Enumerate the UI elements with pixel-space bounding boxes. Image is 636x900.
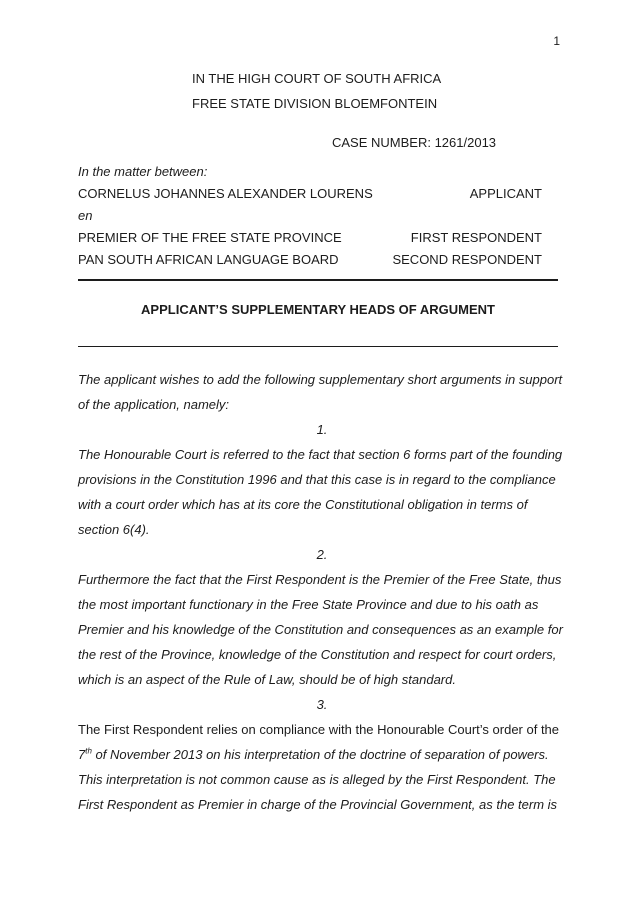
case-number: CASE NUMBER: 1261/2013 (332, 135, 497, 150)
paragraph-text: Furthermore the fact that the First Respondent is the Premier of the Free State, thus the most important functionary in the Free State Province and due to his oath as Premier and his knowledge of the Constitution and consequences as an example for the rest of the Province, knowledge of the Constitution and respect for court orders, which is an aspect of the Rule of Law, should be of high standard. (78, 572, 563, 687)
paragraph-number: 1. (316, 422, 328, 437)
paragraph-text: The Honourable Court is referred to the fact that section 6 forms part of the founding provisions in the Constitution 1996 and that this case is in regard to the compliance with a court order which has at its core the Constitutional obligation in terms of section 6(4). (78, 447, 563, 537)
parties-list (78, 183, 566, 271)
page-number: 1 (553, 34, 560, 48)
ordinal-superscript: th (85, 746, 92, 756)
argument-body (78, 367, 566, 817)
paragraph-text: of November 2013 on his interpretation of the doctrine of separation of powers. This interpretation is not common cause as is alleged by the First Respondent. The First Respondent as Premier in charge of the Provincial Government, as the term is (78, 747, 558, 812)
party-row (78, 183, 566, 205)
intro-paragraph: The applicant wishes to add the following supplementary short arguments in support of the application, namely: (78, 372, 563, 412)
divider-rule-top (78, 279, 558, 281)
document-heading: APPLICANT’S SUPPLEMENTARY HEADS OF ARGUMENT (141, 302, 495, 317)
paragraph-text: The First Respondent relies on compliance with the Honourable Court’s order of the (78, 722, 560, 737)
divider-rule-bottom (78, 346, 558, 347)
party-role: SECOND RESPONDENT (392, 252, 542, 267)
argument-paragraph (78, 567, 566, 692)
party-row (78, 249, 566, 271)
party-name: CORNELUS JOHANNES ALEXANDER LOURENS (78, 186, 373, 201)
paragraph-text: 7 (78, 747, 86, 762)
argument-paragraphs (78, 417, 566, 817)
party-role: FIRST RESPONDENT (410, 230, 542, 245)
argument-paragraph (78, 442, 566, 542)
party-row (78, 227, 566, 249)
party-role (542, 205, 566, 227)
court-header (192, 66, 566, 116)
party-name: en (78, 208, 93, 223)
paragraph-number: 3. (316, 697, 328, 712)
court-name-line: IN THE HIGH COURT OF SOUTH AFRICA (192, 71, 442, 86)
party-role: APPLICANT (469, 186, 542, 201)
court-division-line: FREE STATE DIVISION BLOEMFONTEIN (192, 96, 438, 111)
party-row (78, 205, 566, 227)
party-name: PREMIER OF THE FREE STATE PROVINCE (78, 230, 342, 245)
paragraph-number: 2. (316, 547, 328, 562)
matter-intro: In the matter between: (78, 164, 208, 179)
party-name: PAN SOUTH AFRICAN LANGUAGE BOARD (78, 252, 339, 267)
argument-paragraph (78, 717, 566, 817)
